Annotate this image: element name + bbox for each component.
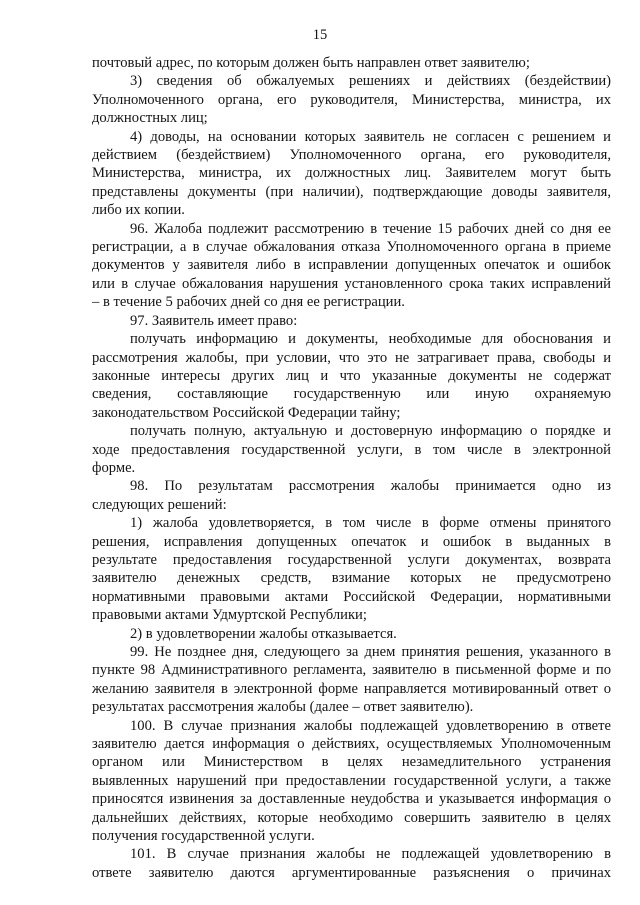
- text-line: приносятся извинения за доставленные неудобства и указывается информация о: [92, 791, 611, 808]
- text-line: получать информацию и документы, необходимые для обоснования и: [130, 331, 611, 348]
- text-line: выявленных нарушений при предоставлении государственной услуги, а также: [92, 772, 611, 789]
- text-line: Министерства, министра, их должностных лиц. Заявителем могут быть: [92, 165, 611, 182]
- text-line: результатах рассмотрения жалобы (далее – ответ заявителю).: [92, 699, 474, 716]
- text-line: 4) доводы, на основании которых заявитель не согласен с решением и: [130, 128, 611, 145]
- text-line: форме.: [92, 459, 136, 476]
- text-line: законные интересы других лиц и что указанные документы не содержат: [92, 367, 611, 384]
- text-line: документов у заявителя либо в исправлении допущенных опечаток и ошибок: [92, 257, 611, 274]
- text-line: 1) жалоба удовлетворяется, в том числе в форме отмены принятого: [130, 515, 611, 532]
- text-line: представлены документы (при наличии), подтверждающие доводы заявителя,: [92, 183, 611, 200]
- text-line: – в течение 5 рабочих дней со дня ее регистрации.: [92, 294, 405, 311]
- text-line: ответе заявителю даются аргументированные разъяснения о причинах: [92, 864, 611, 881]
- text-line: 100. В случае признания жалобы подлежащей удовлетворению в ответе: [130, 717, 611, 734]
- text-line: органом или Министерством в целях незамедлительного устранения: [92, 754, 611, 771]
- text-line: заявителю дается информация о действиях, осуществляемых Уполномоченным: [92, 736, 611, 753]
- text-line: сведения, составляющие государственную или иную охраняемую: [92, 386, 611, 403]
- text-line: результате предоставления государственной услуги документах, возврата: [92, 551, 611, 568]
- text-line: нормативными правовыми актами Российской Федерации, нормативными: [92, 588, 611, 605]
- text-line: 2) в удовлетворении жалобы отказывается.: [130, 625, 397, 642]
- text-line: 101. В случае признания жалобы не подлежащей удовлетворению в: [130, 846, 611, 863]
- text-line: либо их копии.: [92, 202, 185, 219]
- text-line: законодательством Российской Федерации тайну;: [92, 404, 401, 421]
- text-line: правовыми актами Удмуртской Республики;: [92, 607, 367, 624]
- text-line: следующих решений:: [92, 496, 227, 513]
- text-line: 96. Жалоба подлежит рассмотрению в течение 15 рабочих дней со дня ее: [130, 220, 611, 237]
- text-line: решения, исправления допущенных опечаток и ошибок в выданных в: [92, 533, 611, 550]
- text-line: действием (бездействием) Уполномоченного органа, его руководителя,: [92, 147, 611, 164]
- text-line: заявителю денежных средств, взимание которых не предусмотрено: [92, 570, 611, 587]
- text-line: желанию заявителя в электронной форме направляется мотивированный ответ о: [92, 680, 611, 697]
- text-line: или в случае обжалования нарушения установленного срока таких исправлений: [92, 275, 611, 292]
- text-line: 98. По результатам рассмотрения жалобы принимается одно из: [130, 478, 611, 495]
- text-line: пункте 98 Административного регламента, заявителю в письменной форме и по: [92, 662, 611, 679]
- text-line: должностных лиц;: [92, 110, 208, 127]
- text-line: ходе предоставления государственной услуги, в том числе в электронной: [92, 441, 611, 458]
- text-line: получения государственной услуги.: [92, 828, 315, 845]
- text-line: рассмотрения жалобы, при условии, что это не затрагивает права, свободы и: [92, 349, 611, 366]
- text-line: дальнейших действиях, которые необходимо совершить заявителю в целях: [92, 809, 611, 826]
- text-line: регистрации, а в случае обжалования отказа Уполномоченного органа в приеме: [92, 239, 611, 256]
- text-line: 97. Заявитель имеет право:: [130, 312, 298, 329]
- text-line: 99. Не позднее дня, следующего за днем принятия решения, указанного в: [130, 644, 611, 660]
- text-line: получать полную, актуальную и достоверную информацию о порядке и: [130, 423, 611, 440]
- document-body: [92, 54, 611, 882]
- text-line: Уполномоченного органа, его руководителя, Министерства, министра, их: [92, 91, 611, 108]
- text-line: 3) сведения об обжалуемых решениях и действиях (бездействии): [130, 73, 611, 90]
- page-number: 15: [312, 27, 328, 43]
- text-line: почтовый адрес, по которым должен быть направлен ответ заявителю;: [92, 55, 530, 71]
